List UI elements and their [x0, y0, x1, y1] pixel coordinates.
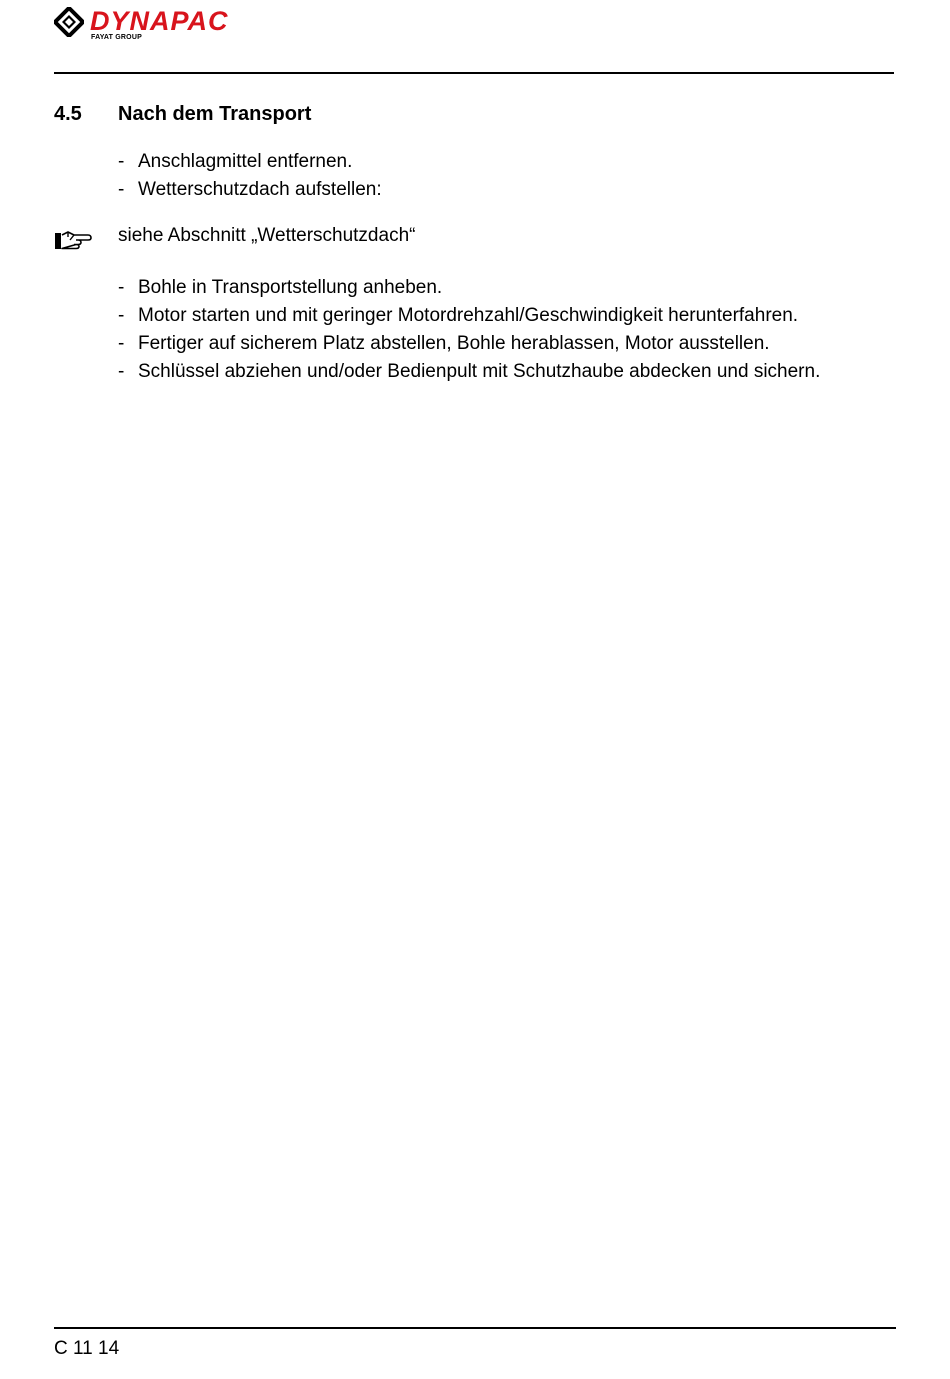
- footer-divider: [54, 1327, 896, 1329]
- section-title: Nach dem Transport: [118, 103, 312, 125]
- bullet-dash: -: [118, 333, 125, 354]
- steps-list-after: [118, 274, 820, 386]
- list-item: [118, 176, 382, 204]
- bullet-dash: -: [118, 361, 125, 382]
- reference-text: siehe Abschnitt „Wetterschutzdach“: [118, 225, 416, 246]
- list-item-text: Anschlagmittel entfernen.: [138, 151, 353, 172]
- bullet-dash: -: [118, 151, 125, 172]
- list-item: [118, 358, 820, 386]
- header-divider: [54, 72, 894, 74]
- list-item-text: Fertiger auf sicherem Platz abstellen, Bohle herablassen, Motor ausstellen.: [138, 333, 770, 354]
- section-number: 4.5: [54, 103, 82, 125]
- pointing-hand-icon: [54, 229, 92, 251]
- logo-brand-text: DYNAPAC: [90, 6, 229, 36]
- list-item-text: Motor starten und mit geringer Motordrehzahl/Geschwindigkeit herunterfahren.: [138, 305, 799, 326]
- dynapac-diamond-icon: [54, 7, 84, 37]
- list-item: [118, 330, 820, 358]
- document-code: C 11 14: [54, 1338, 120, 1359]
- logo-subtitle: FAYAT GROUP: [91, 34, 142, 41]
- steps-list-before: [118, 148, 382, 204]
- dynapac-logo: [54, 6, 304, 44]
- bullet-dash: -: [118, 179, 125, 200]
- list-item: [118, 148, 382, 176]
- bullet-dash: -: [118, 277, 125, 298]
- list-item-text: Wetterschutzdach aufstellen:: [138, 179, 382, 200]
- list-item: [118, 302, 820, 330]
- bullet-dash: -: [118, 305, 125, 326]
- list-item-text: Bohle in Transportstellung anheben.: [138, 277, 443, 298]
- list-item-text: Schlüssel abziehen und/oder Bedienpult mit Schutzhaube abdecken und sichern.: [138, 361, 821, 382]
- cross-reference: [54, 222, 754, 252]
- list-item: [118, 274, 820, 302]
